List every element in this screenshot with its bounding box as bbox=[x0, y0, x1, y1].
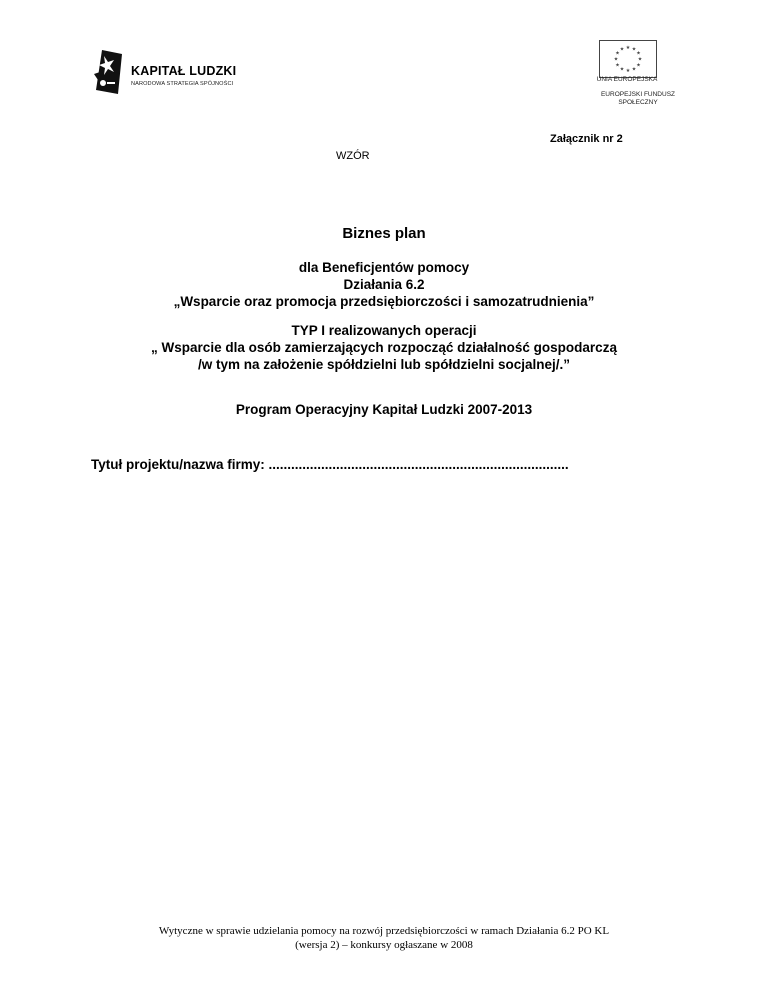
page-footer bbox=[0, 924, 768, 952]
measure-name-line: „Wsparcie oraz promocja przedsiębiorczości i samozatrudnienia” bbox=[173, 294, 595, 309]
template-label: WZÓR bbox=[336, 150, 370, 162]
svg-text:★: ★ bbox=[631, 66, 637, 73]
kapital-ludzki-title: KAPITAŁ LUDZKI bbox=[131, 64, 237, 78]
operation-type-line: TYP I realizowanych operacji bbox=[291, 323, 477, 338]
svg-text:★: ★ bbox=[637, 56, 643, 63]
svg-text:★: ★ bbox=[615, 62, 620, 69]
beneficiary-block bbox=[0, 259, 768, 310]
svg-text:★: ★ bbox=[631, 46, 637, 53]
operation-desc-line: „ Wsparcie dla osób zamierzających rozpocząć działalność gospodarczą bbox=[151, 340, 617, 355]
annex-label: Załącznik nr 2 bbox=[550, 133, 623, 145]
svg-text:★: ★ bbox=[625, 45, 631, 51]
kapital-ludzki-subtitle: NARODOWA STRATEGIA SPÓJNOŚCI bbox=[131, 81, 234, 87]
eu-fund-label bbox=[588, 91, 688, 107]
svg-text:★: ★ bbox=[615, 50, 620, 57]
eu-flag-icon bbox=[599, 40, 657, 78]
eu-fund-line2: SPOŁECZNY bbox=[618, 99, 658, 106]
measure-line: Działania 6.2 bbox=[343, 277, 425, 292]
document-title: Biznes plan bbox=[342, 225, 426, 242]
beneficiary-line: dla Beneficjentów pomocy bbox=[298, 260, 470, 275]
kapital-ludzki-logo bbox=[92, 46, 256, 102]
eu-label: UNIA EUROPEJSKA bbox=[596, 76, 658, 83]
footer-line1: Wytyczne w sprawie udzielania pomocy na rozwój przedsiębiorczości w ramach Działania 6.2 PO KL bbox=[158, 925, 610, 937]
program-name: Program Operacyjny Kapitał Ludzki 2007-2013 bbox=[235, 402, 533, 417]
svg-text:★: ★ bbox=[619, 66, 625, 73]
project-title-field: Tytuł projektu/nazwa firmy: ................................................................................ bbox=[91, 457, 569, 472]
svg-text:★: ★ bbox=[636, 62, 641, 69]
footer-line2: (wersja 2) – konkursy ogłaszane w 2008 bbox=[295, 939, 473, 951]
eu-logo bbox=[592, 40, 688, 112]
svg-text:★: ★ bbox=[636, 50, 641, 57]
svg-text:★: ★ bbox=[613, 56, 619, 63]
operation-type-block bbox=[0, 322, 768, 373]
svg-text:★: ★ bbox=[625, 68, 631, 74]
operation-desc-line-2: /w tym na założenie spółdzielni lub spółdzielni socjalnej/.” bbox=[197, 357, 571, 372]
eu-fund-line1: EUROPEJSKI FUNDUSZ bbox=[600, 91, 676, 98]
kapital-ludzki-emblem-icon bbox=[92, 46, 128, 102]
svg-text:★: ★ bbox=[619, 46, 625, 53]
